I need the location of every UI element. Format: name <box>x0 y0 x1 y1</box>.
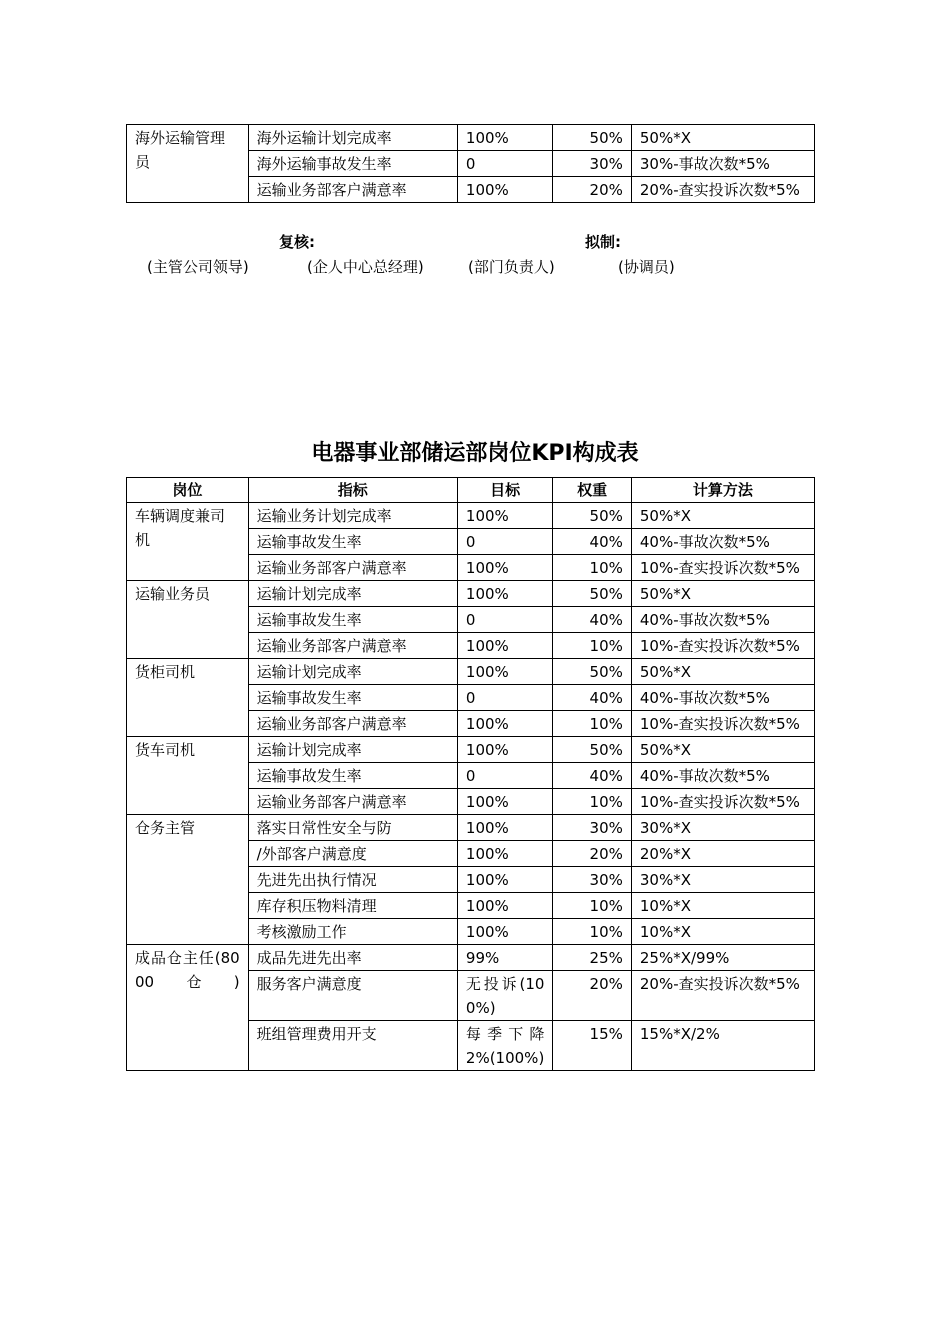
weight-cell: 30% <box>553 867 631 893</box>
indicator-cell: 运输事故发生率 <box>248 685 457 711</box>
kpi-table <box>126 477 815 1071</box>
indicator-cell: 海外运输事故发生率 <box>248 151 457 177</box>
indicator-cell: 落实日常性安全与防 <box>248 815 457 841</box>
target-cell: 100% <box>457 919 553 945</box>
target-cell: 100% <box>457 789 553 815</box>
position-cell: 运输业务员 <box>127 581 249 659</box>
method-cell: 50%*X <box>631 581 814 607</box>
method-cell: 40%-事故次数*5% <box>631 763 814 789</box>
target-cell: 100% <box>457 893 553 919</box>
position-cell: 货柜司机 <box>127 659 249 737</box>
target-cell: 100% <box>457 711 553 737</box>
method-cell: 30%*X <box>631 815 814 841</box>
target-cell: 100% <box>457 867 553 893</box>
method-cell: 50%*X <box>631 659 814 685</box>
target-cell: 无投诉(100%) <box>457 971 553 1021</box>
indicator-cell: 运输业务部客户满意率 <box>248 633 457 659</box>
method-cell: 10%-查实投诉次数*5% <box>631 633 814 659</box>
role-department-head: (部门负责人) <box>468 258 555 276</box>
weight-cell: 25% <box>553 945 631 971</box>
target-cell: 99% <box>457 945 553 971</box>
indicator-cell: 运输计划完成率 <box>248 659 457 685</box>
table-row <box>127 659 815 685</box>
method-cell: 50%*X <box>631 125 814 151</box>
indicator-cell: 运输业务计划完成率 <box>248 503 457 529</box>
table-row <box>127 503 815 529</box>
target-cell: 100% <box>457 177 553 203</box>
indicator-cell: 海外运输计划完成率 <box>248 125 457 151</box>
weight-cell: 40% <box>553 685 631 711</box>
method-cell: 20%-查实投诉次数*5% <box>631 177 814 203</box>
indicator-cell: 运输业务部客户满意率 <box>248 555 457 581</box>
method-cell: 15%*X/2% <box>631 1021 814 1071</box>
indicator-cell: 库存积压物料清理 <box>248 893 457 919</box>
weight-cell: 50% <box>553 581 631 607</box>
target-cell: 0 <box>457 529 553 555</box>
indicator-cell: 成品先进先出率 <box>248 945 457 971</box>
table-row <box>127 945 815 971</box>
indicator-cell: 班组管理费用开支 <box>248 1021 457 1071</box>
indicator-cell: /外部客户满意度 <box>248 841 457 867</box>
target-cell: 100% <box>457 633 553 659</box>
target-cell: 100% <box>457 555 553 581</box>
weight-cell: 10% <box>553 919 631 945</box>
weight-cell: 10% <box>553 555 631 581</box>
target-cell: 0 <box>457 685 553 711</box>
target-cell: 0 <box>457 151 553 177</box>
weight-cell: 20% <box>553 177 631 203</box>
kpi-table-continued <box>126 124 815 203</box>
method-cell: 10%-查实投诉次数*5% <box>631 555 814 581</box>
weight-cell: 50% <box>553 659 631 685</box>
review-label: 复核: <box>279 233 315 251</box>
position-cell: 车辆调度兼司机 <box>127 503 249 581</box>
method-cell: 10%-查实投诉次数*5% <box>631 789 814 815</box>
target-cell: 100% <box>457 581 553 607</box>
weight-cell: 40% <box>553 607 631 633</box>
header-method: 计算方法 <box>631 478 814 503</box>
indicator-cell: 服务客户满意度 <box>248 971 457 1021</box>
method-cell: 50%*X <box>631 737 814 763</box>
table-row <box>127 737 815 763</box>
weight-cell: 10% <box>553 789 631 815</box>
weight-cell: 20% <box>553 841 631 867</box>
method-cell: 40%-事故次数*5% <box>631 529 814 555</box>
table-row <box>127 581 815 607</box>
header-position: 岗位 <box>127 478 249 503</box>
weight-cell: 40% <box>553 529 631 555</box>
indicator-cell: 考核激励工作 <box>248 919 457 945</box>
table-row <box>127 815 815 841</box>
target-cell: 100% <box>457 737 553 763</box>
weight-cell: 30% <box>553 815 631 841</box>
method-cell: 40%-事故次数*5% <box>631 607 814 633</box>
header-target: 目标 <box>457 478 553 503</box>
indicator-cell: 先进先出执行情况 <box>248 867 457 893</box>
position-cell: 成品仓主任(8000仓) <box>127 945 249 1071</box>
weight-cell: 15% <box>553 1021 631 1071</box>
position-cell: 海外运输管理员 <box>127 125 249 203</box>
role-leader: (主管公司领导) <box>147 258 249 276</box>
indicator-cell: 运输计划完成率 <box>248 737 457 763</box>
position-cell: 仓务主管 <box>127 815 249 945</box>
header-weight: 权重 <box>553 478 631 503</box>
weight-cell: 10% <box>553 633 631 659</box>
indicator-cell: 运输计划完成率 <box>248 581 457 607</box>
indicator-cell: 运输业务部客户满意率 <box>248 789 457 815</box>
weight-cell: 10% <box>553 711 631 737</box>
method-cell: 10%*X <box>631 893 814 919</box>
method-cell: 30%-事故次数*5% <box>631 151 814 177</box>
position-cell: 货车司机 <box>127 737 249 815</box>
weight-cell: 30% <box>553 151 631 177</box>
method-cell: 20%*X <box>631 841 814 867</box>
indicator-cell: 运输业务部客户满意率 <box>248 711 457 737</box>
table-row <box>127 125 815 151</box>
indicator-cell: 运输业务部客户满意率 <box>248 177 457 203</box>
target-cell: 100% <box>457 125 553 151</box>
method-cell: 25%*X/99% <box>631 945 814 971</box>
header-indicator: 指标 <box>248 478 457 503</box>
target-cell: 每季下降2%(100%) <box>457 1021 553 1071</box>
target-cell: 0 <box>457 763 553 789</box>
indicator-cell: 运输事故发生率 <box>248 529 457 555</box>
header-row <box>127 478 815 503</box>
weight-cell: 50% <box>553 503 631 529</box>
indicator-cell: 运输事故发生率 <box>248 763 457 789</box>
indicator-cell: 运输事故发生率 <box>248 607 457 633</box>
method-cell: 50%*X <box>631 503 814 529</box>
role-general-manager: (企人中心总经理) <box>307 258 424 276</box>
weight-cell: 40% <box>553 763 631 789</box>
method-cell: 10%-查实投诉次数*5% <box>631 711 814 737</box>
method-cell: 20%-查实投诉次数*5% <box>631 971 814 1021</box>
target-cell: 100% <box>457 659 553 685</box>
target-cell: 0 <box>457 607 553 633</box>
target-cell: 100% <box>457 503 553 529</box>
method-cell: 10%*X <box>631 919 814 945</box>
role-coordinator: (协调员) <box>618 258 675 276</box>
weight-cell: 50% <box>553 125 631 151</box>
page-title: 电器事业部储运部岗位KPI构成表 <box>311 441 639 466</box>
target-cell: 100% <box>457 841 553 867</box>
weight-cell: 10% <box>553 893 631 919</box>
method-cell: 40%-事故次数*5% <box>631 685 814 711</box>
method-cell: 30%*X <box>631 867 814 893</box>
draft-label: 拟制: <box>585 233 621 251</box>
weight-cell: 20% <box>553 971 631 1021</box>
weight-cell: 50% <box>553 737 631 763</box>
target-cell: 100% <box>457 815 553 841</box>
